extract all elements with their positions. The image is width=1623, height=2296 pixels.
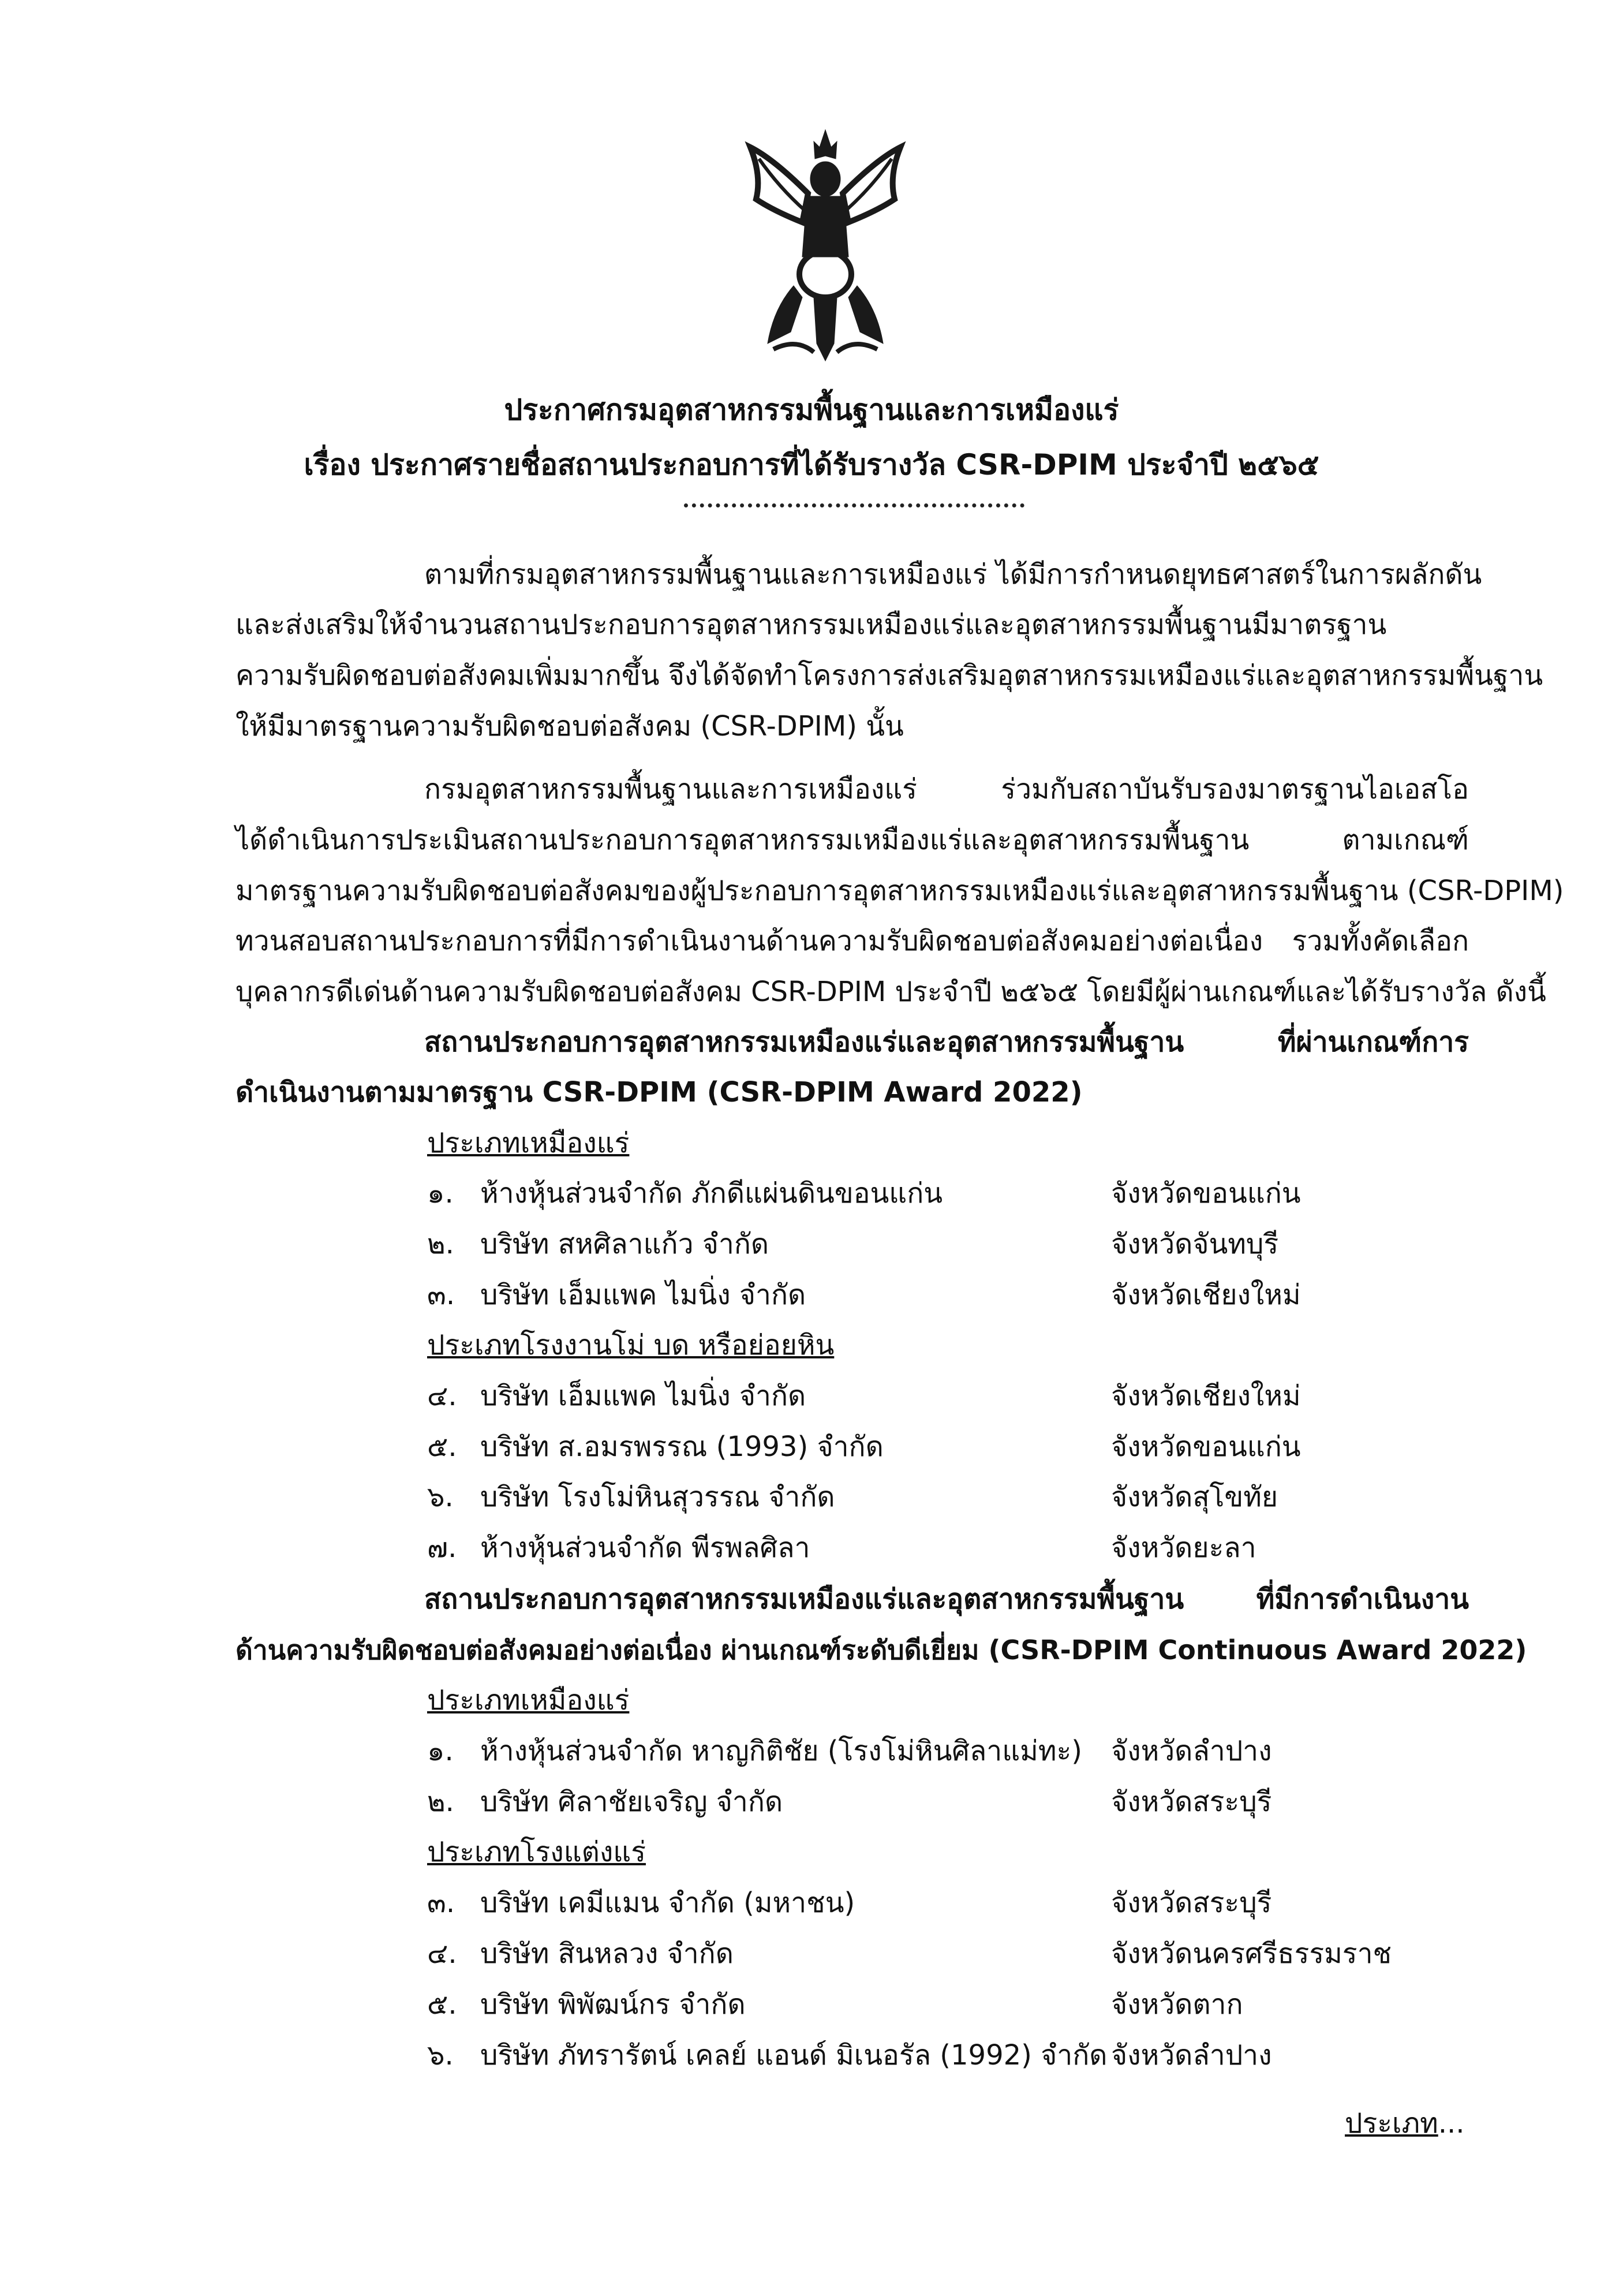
list-item-province: จังหวัดสุโขทัย [1111,1481,1278,1513]
intro-p2-line-5: บุคลากรดีเด่นด้านความรับผิดชอบต่อสังคม CSR-DPIM ประจำปี ๒๕๖๕ โดยมีผู้ผ่านเกณฑ์และได้รับรางวัล ดังนี้ [235,976,1546,1008]
list-item-province: จังหวัดเชียงใหม่ [1111,1380,1301,1412]
section2-heading-line-1: สถานประกอบการอุตสาหกรรมเหมืองแร่และอุตสาหกรรมพื้นฐาน ที่มีการดำเนินงาน [424,1583,1469,1615]
intro-p1-line-1: ตามที่กรมอุตสาหกรรมพื้นฐานและการเหมืองแร่ ได้มีการกำหนดยุทธศาสตร์ในการผลักดัน [424,558,1482,591]
garuda-emblem-icon [739,124,912,367]
intro-p1-line-3: ความรับผิดชอบต่อสังคมเพิ่มมากขึ้น จึงได้จัดทำโครงการส่งเสริมอุตสาหกรรมเหมืองแร่และอุตสาหกรรมพื้นฐาน [235,659,1543,692]
continued-marker: ประเภท... [1345,2107,1465,2140]
intro-p2-line-3: มาตรฐานความรับผิดชอบต่อสังคมของผู้ประกอบการอุตสาหกรรมเหมืองแร่และอุตสาหกรรมพื้นฐาน (CSR-DPIM) [235,875,1564,907]
list-item-province: จังหวัดสระบุรี [1111,1786,1272,1818]
list-item: ๔. บริษัท สินหลวง จำกัด [427,1937,734,1970]
list-item: ๓. บริษัท เคมีแมน จำกัด (มหาชน) [427,1887,855,1919]
list-item-province: จังหวัดเชียงใหม่ [1111,1279,1301,1311]
list-item-province: จังหวัดจันทบุรี [1111,1228,1279,1260]
list-item-province: จังหวัดขอนแก่น [1111,1431,1301,1463]
list-item: ๑. ห้างหุ้นส่วนจำกัด ภักดีแผ่นดินขอนแก่น [427,1177,943,1209]
section1-group2-label: ประเภทโรงงานโม่ บด หรือย่อยหิน [427,1329,835,1361]
list-item: ๖. บริษัท โรงโม่หินสุวรรณ จำกัด [427,1481,835,1513]
list-item: ๗. ห้างหุ้นส่วนจำกัด พีรพลศิลา [427,1532,810,1564]
section1-heading-line-1: สถานประกอบการอุตสาหกรรมเหมืองแร่และอุตสาหกรรมพื้นฐาน ที่ผ่านเกณฑ์การ [424,1026,1469,1058]
list-item: ๓. บริษัท เอ็มแพค ไมนิ่ง จำกัด [427,1279,806,1311]
list-item-province: จังหวัดยะลา [1111,1532,1256,1564]
list-item-province: จังหวัดนครศรีธรรมราช [1111,1937,1392,1970]
intro-p2-line-2: ได้ดำเนินการประเมินสถานประกอบการอุตสาหกรรมเหมืองแร่และอุตสาหกรรมพื้นฐาน ตามเกณฑ์ [235,824,1469,856]
intro-p2-line-1: กรมอุตสาหกรรมพื้นฐานและการเหมืองแร่ ร่วมกับสถาบันรับรองมาตรฐานไอเอสโอ [424,773,1469,805]
list-item-province: จังหวัดสระบุรี [1111,1887,1272,1919]
intro-p1-line-4: ให้มีมาตรฐานความรับผิดชอบต่อสังคม (CSR-DPIM) นั้น [235,710,904,742]
list-item: ๖. บริษัท ภัทรารัตน์ เคลย์ แอนด์ มิเนอรัล (1992) จำกัด [427,2039,1108,2071]
list-item: ๒. บริษัท สหศิลาแก้ว จำกัด [427,1228,769,1260]
list-item: ๒. บริษัท ศิลาชัยเจริญ จำกัด [427,1786,783,1818]
section2-heading-line-2: ด้านความรับผิดชอบต่อสังคมอย่างต่อเนื่อง ผ่านเกณฑ์ระดับดีเยี่ยม (CSR-DPIM Continuous Award 2022) [235,1634,1527,1666]
list-item: ๔. บริษัท เอ็มแพค ไมนิ่ง จำกัด [427,1380,806,1412]
announcement-subject: เรื่อง ประกาศรายชื่อสถานประกอบการที่ได้รับรางวัล CSR-DPIM ประจำปี ๒๕๖๕ [304,448,1319,481]
list-item: ๕. บริษัท พิพัฒน์กร จำกัด [427,1988,746,2021]
intro-p1-line-2: และส่งเสริมให้จำนวนสถานประกอบการอุตสาหกรรมเหมืองแร่และอุตสาหกรรมพื้นฐานมีมาตรฐาน [235,608,1387,641]
title-divider [684,503,1024,507]
list-item-province: จังหวัดตาก [1111,1988,1243,2021]
section2-group2-label: ประเภทโรงแต่งแร่ [427,1836,646,1868]
section2-group1-label: ประเภทเหมืองแร่ [427,1684,630,1716]
list-item-province: จังหวัดลำปาง [1111,2039,1272,2071]
list-item-province: จังหวัดขอนแก่น [1111,1177,1301,1209]
list-item-province: จังหวัดลำปาง [1111,1735,1272,1767]
section1-group1-label: ประเภทเหมืองแร่ [427,1127,630,1159]
announcement-title: ประกาศกรมอุตสาหกรรมพื้นฐานและการเหมืองแร่ [504,393,1119,427]
list-item: ๑. ห้างหุ้นส่วนจำกัด หาญกิติชัย (โรงโม่หินศิลาแม่ทะ) [427,1735,1082,1767]
section1-heading-line-2: ดำเนินงานตามมาตรฐาน CSR-DPIM (CSR-DPIM Award 2022) [235,1076,1083,1108]
list-item: ๕. บริษัท ส.อมรพรรณ (1993) จำกัด [427,1431,884,1463]
intro-p2-line-4: ทวนสอบสถานประกอบการที่มีการดำเนินงานด้านความรับผิดชอบต่อสังคมอย่างต่อเนื่อง รวมทั้งคัดเลือก [235,925,1469,957]
